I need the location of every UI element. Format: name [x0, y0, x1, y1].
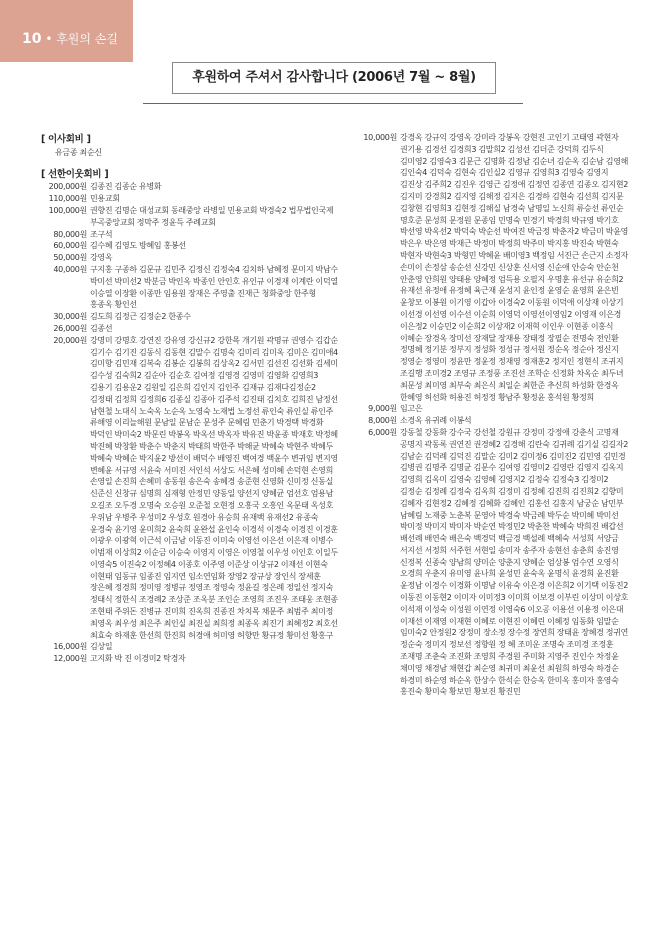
donation-amount: 80,000원 [53, 229, 87, 239]
donation-entry [345, 415, 630, 427]
donation-entry [35, 229, 340, 241]
donation-entry [345, 403, 630, 415]
donation-entry [35, 264, 340, 311]
friends-heading: [ 선한이웃회비 ] [41, 168, 109, 180]
section-tab [0, 0, 133, 62]
donor-names: 강경옥 강규익 강영옥 강미라 강봉옥 강현진 고인기 고태영 곽현자 권기용 김경선 김경희3 김말희2 김성선 김더준 강덕희 김두식 김미영2 김영숙3 김문근 김명화 김정남 김순녀 김순옥 김순남 김영해 김인숙4 김덕숙 김현숙 김인실2 김영규 김영희3 김영숙 김영지 김진상 김주희2 김진우 김영근 김정애 김정연 김종연 김종오 김지현2 김지미 강경희2 김지영 김해정 김지은 김경하 김현숙 김선희 김지문 김창현 김영희3 김현정 김해실 남경숙 남명일 노신희 류승선 류인순 명호준 문성희 문정원 문종임 민명숙 민경기 박경희 박규영 박기호 박선영 박옥선2 박덕숙 박순선 박여진 박금정 박춘자2 박금미 박윤영 박은우 박은영 박재근 박정미 박정희 박주미 박지홍 박진숙 박현숙 박현자 박현숙3 박형민 박혜윤 배미영3 백정임 서진근 손근지 소정자 손미이 손정삼 송순선 신강민 신상훈 신서영 신순애 안승숙 안순천 안춘영 안희원 양태용 양혜정 엄득용 오필지 우명훈 유선규 유순희2 유재선 유정애 유정혜 육근재 윤성지 윤인정 윤영순 윤영희 윤은빈 윤창모 이봉원 이기영 이갑아 이경숙2 이동원 이덕애 이상재 이상기 이선경 이선영 이수선 이순희 이영덕 이영선이영임2 이영재 이은경 이은정2 이승민2 이순희2 이상재2 이재혁 이인우 이현종 이홍식 이혜순 장경옥 장미선 장재달 장재용 장태정 장필순 전명숙 전인환 정명혜 정기분 정부지 정성화 정성규 정서원 정순옥 정순아 정신지 정영순 정영미 정윤만 정윤정 정재영 정재훈2 정지인 정현식 조귀지 조길행 조미경2 조영규 조정풍 조진선 조학순 신정화 차옥순 최두녀 최문성 최미영 최부숙 최은식 최일순 최한준 추신희 하성화 한경옥 한혜영 허선화 허용진 허정정 황남주 황정윤 홍석원 황정희 [400, 133, 629, 402]
donor-names: 고지화 박 진 이경미2 탁경자 [90, 654, 186, 664]
board-names: 유금종 최순신 [55, 147, 102, 157]
donation-amount: 12,000원 [53, 654, 87, 664]
donor-names: 강명미 강명호 강연진 강유영 강신규2 강한목 개기원 곽명규 권영수 김갑순 김기수 김기진 김동식 김동현 김말수 김명숙 김미리 김미옥 김미은 김미애4 김미향 김민재 김복숙 김봉순 김봉희 김상옥2 김서민 김선진 김선화 김세미 김수성 김숙희2 김순아 김순호 김여정 김영경 김영미 김영화 김영희3 김용기 김용운2 김원일 김은희 김인지 김인주 김재규 김재다김정순2 김정태 김정희 김정희6 김종실 김종아 김주석 김진태 김치호 김희진 남정선 남현철 노대식 노숙옥 노순옥 노영숙 노재법 노정선 류인숙 류인실 류인주 류해영 이리늘해원 문남일 문남순 문성주 문혜림 민춘기 박경택 박경화 박덕인 박미숙2 박문린 박봉옥 박옥선 박옥자 박유진 박윤종 박재호 박정혜 박진혜 박창환 박춘수 박춘지 박태희 박한주 박해균 박혜숙 박현주 박혜두 박혜숙 박혜순 박지윤2 방선이 배덕수 배영진 백여경 백윤수 변귀임 변지영 변혜윤 서규영 서윤숙 서미진 서인석 서상도 서은혜 성미혜 손덕현 손영희 손영일 손진희 손혜미 송동원 송은숙 송혜경 송준현 신영화 신미정 신동실 신준신 신창규 심명희 심재형 안정민 양동일 양선지 양혜균 엄선호 엄용남 오길조 오두경 오명숙 오승원 오준철 오현정 오흥국 오흥인 옥문태 옥성호 우위남 우병주 우성미2 우성호 원경아 유승희 유재백 유재선2 유종숙 윤경숙 윤기영 윤미희2 윤숙희 윤완섭 윤인숙 이경석 이경숙 이경진 이경훈 이광우 이광혁 이근석 이금남 이동진 이미숙 이영선 이은선 이은재 이병수 이범재 이상희2 이순금 이승숙 이영지 이영은 이영철 이우성 이인호 이일두 이영숙5 이진숙2 이정혜4 이종호 이주영 이준상 이상규2 이재선 이현숙 이현태 임동규 임종진 임지연 임소연임화 장영2 장규상 장인식 장세훈 장은혜 정경희 정미영 정병규 정영조 정영숙 정윤길 정은례 정일선 정지숙 정태식 정한식 조경례2 조상준 조옥분 조인순 조영희 조진우 조태웅 조현종 조현태 주위돈 진병규 진미희 진옥희 진종진 차치목 채문주 최범주 최미정 최영옥 최우성 최은주 최인실 최진실 최희정 최종옥 최진기 최혜정2 최호선 최효숙 하재훈 한선희 한진희 허경애 허미영 허향만 황규정 황미선 황홍구 [90, 335, 338, 640]
donor-names: 강동철 강동화 강수국 강선철 강원규 강정미 강정애 강춘식 고명재 공명지 곽동록 권연진 권경혜2 김경해 김란숙 김귀례 김기실 김길자2 김남순 김덕례 김덕진 김말순 김미2 김미정6 김미진2 김민영 김민경 김병권 김명주 김명균 김문수 김여영 김영미2 김영란 김영지 김옥지 김영희 김옥미 김영숙 김영혜 김영지2 김정숙 김정숙3 김정미2 김정순 김정례 김정숙 김옥희 김정미 김정혜 김진희 김진희2 김향미 김혜자 김현정2 김혜정 김혜화 김혜인 김홍선 김홍지 남궁순 남민부 남혜림 노재중 노춘복 문영아 박경숙 박금례 박두순 박미혜 박미선 박미정 박미지 박미자 박순연 박정민2 박춘찬 박혜숙 박희진 배갑선 배선례 배연숙 배은숙 백경덕 백금경 백설례 백혜숙 서성희 서양금 서지선 서정희 서주헌 서현일 송미자 송주자 송현선 송춘희 송진영 신정복 신종숙 양남희 양미순 양춘지 양혜순 엄상봉 엄수연 오영식 오경희 우춘지 유미영 윤나희 윤성민 윤숙옥 윤명식 윤경희 윤진환 윤정남 이경수 이경화 이명남 이유숙 이은경 이은희2 이기택 이동진2 이동진 이동현2 이미자 이미정3 이미희 이보경 이부린 이상미 이상호 이석재 이성숙 이성원 이연정 이영숙6 이오공 이용선 이용정 이은대 이재선 이재영 이재현 이혜로 이현진 이혜린 이혜정 임동화 임말순 임미숙2 안정원2 장정미 장소정 장수정 장연희 장태윤 장혜경 정귀연 정순숙 정미지 정보선 정향원 정 혜 조미운 조명숙 조미경 조정훈 조재명 조춘숙 조진화 조영희 주경원 주미화 지영주 진인수 차정윤 채미영 채경남 채현갑 최순영 최귀미 최윤선 최원희 하영숙 하경순 하경미 하순영 하순옥 한상수 한석순 한승옥 한미옥 홍미자 홍영숙 홍진숙 황미숙 황보민 황보진 황진민 [400, 427, 629, 697]
donation-amount: 20,000원 [53, 335, 87, 345]
donation-amount: 110,000원 [48, 194, 87, 204]
section-title: 후원의 손길 [56, 32, 118, 46]
donation-amount: 16,000원 [53, 642, 87, 652]
left-donor-list [35, 181, 340, 665]
right-column [345, 132, 630, 698]
page-number: 10 [22, 31, 42, 47]
donation-entry [35, 193, 340, 205]
header-separator: • [45, 32, 53, 46]
donation-entry [35, 311, 340, 323]
donor-names: 김상일 [90, 642, 113, 652]
donor-names: 소경옥 유귀례 이봉석 [400, 416, 472, 426]
donor-names: 권향진 김명순 대성교회 동래중앙 라병일 민용교회 박경숙2 법무법인국제 부곡중앙교회 정막주 정윤득 주례교회 [90, 205, 334, 227]
donation-amount: 30,000원 [53, 312, 87, 322]
page-title: 후원하여 주셔서 감사합니다 (2006년 7월 ~ 8월) [172, 62, 496, 94]
donation-amount: 60,000원 [53, 241, 87, 251]
donation-amount: 50,000원 [53, 253, 87, 263]
donation-entry [345, 427, 630, 698]
donor-names: 김종선 [90, 323, 113, 333]
donation-amount: 40,000원 [53, 264, 87, 274]
donation-amount: 6,000원 [368, 427, 397, 437]
donation-entry [35, 653, 340, 665]
donation-amount: 10,000원 [363, 133, 397, 142]
donation-entry [35, 205, 340, 229]
donation-amount: 100,000원 [48, 205, 87, 215]
donation-entry [35, 641, 340, 653]
title-divider [143, 103, 523, 104]
donation-amount: 26,000원 [53, 323, 87, 333]
donation-amount: 8,000원 [368, 416, 397, 426]
donor-names: 조구석 [90, 229, 113, 239]
donor-names: 강영옥 [90, 253, 113, 263]
donor-names: 민용교회 [90, 194, 120, 204]
donor-names: 구지홍 구종하 김문규 김민주 김정신 김정숙4 김치하 남혜정 문미지 박남수 박미선 박미선2 박분금 박인옥 박종인 안인호 유인규 이경재 이계란 이덕열 이승열 이장환 이종만 임용원 장재은 주영출 진재근 청화중앙 한주형 홍종옥 황인선 [90, 264, 338, 310]
donation-amount: 9,000원 [368, 404, 397, 414]
donation-amount: 200,000원 [48, 182, 87, 192]
donation-entry [35, 240, 340, 252]
donor-names: 임고은 [400, 404, 423, 414]
donation-entry [35, 181, 340, 193]
right-donor-list [345, 132, 630, 698]
donor-names: 김종진 김종순 유병화 [90, 182, 162, 192]
donation-entry [35, 252, 340, 264]
left-column [35, 132, 340, 665]
donation-entry [35, 323, 340, 335]
donor-names: 김도희 김정근 김정순2 한종수 [90, 312, 191, 322]
section-header [22, 30, 118, 47]
donation-entry [35, 335, 340, 642]
donation-entry [345, 132, 630, 403]
board-heading: [ 이사회비 ] [41, 134, 91, 145]
donor-names: 김수혜 김영도 방혜임 홍봉선 [90, 241, 186, 251]
